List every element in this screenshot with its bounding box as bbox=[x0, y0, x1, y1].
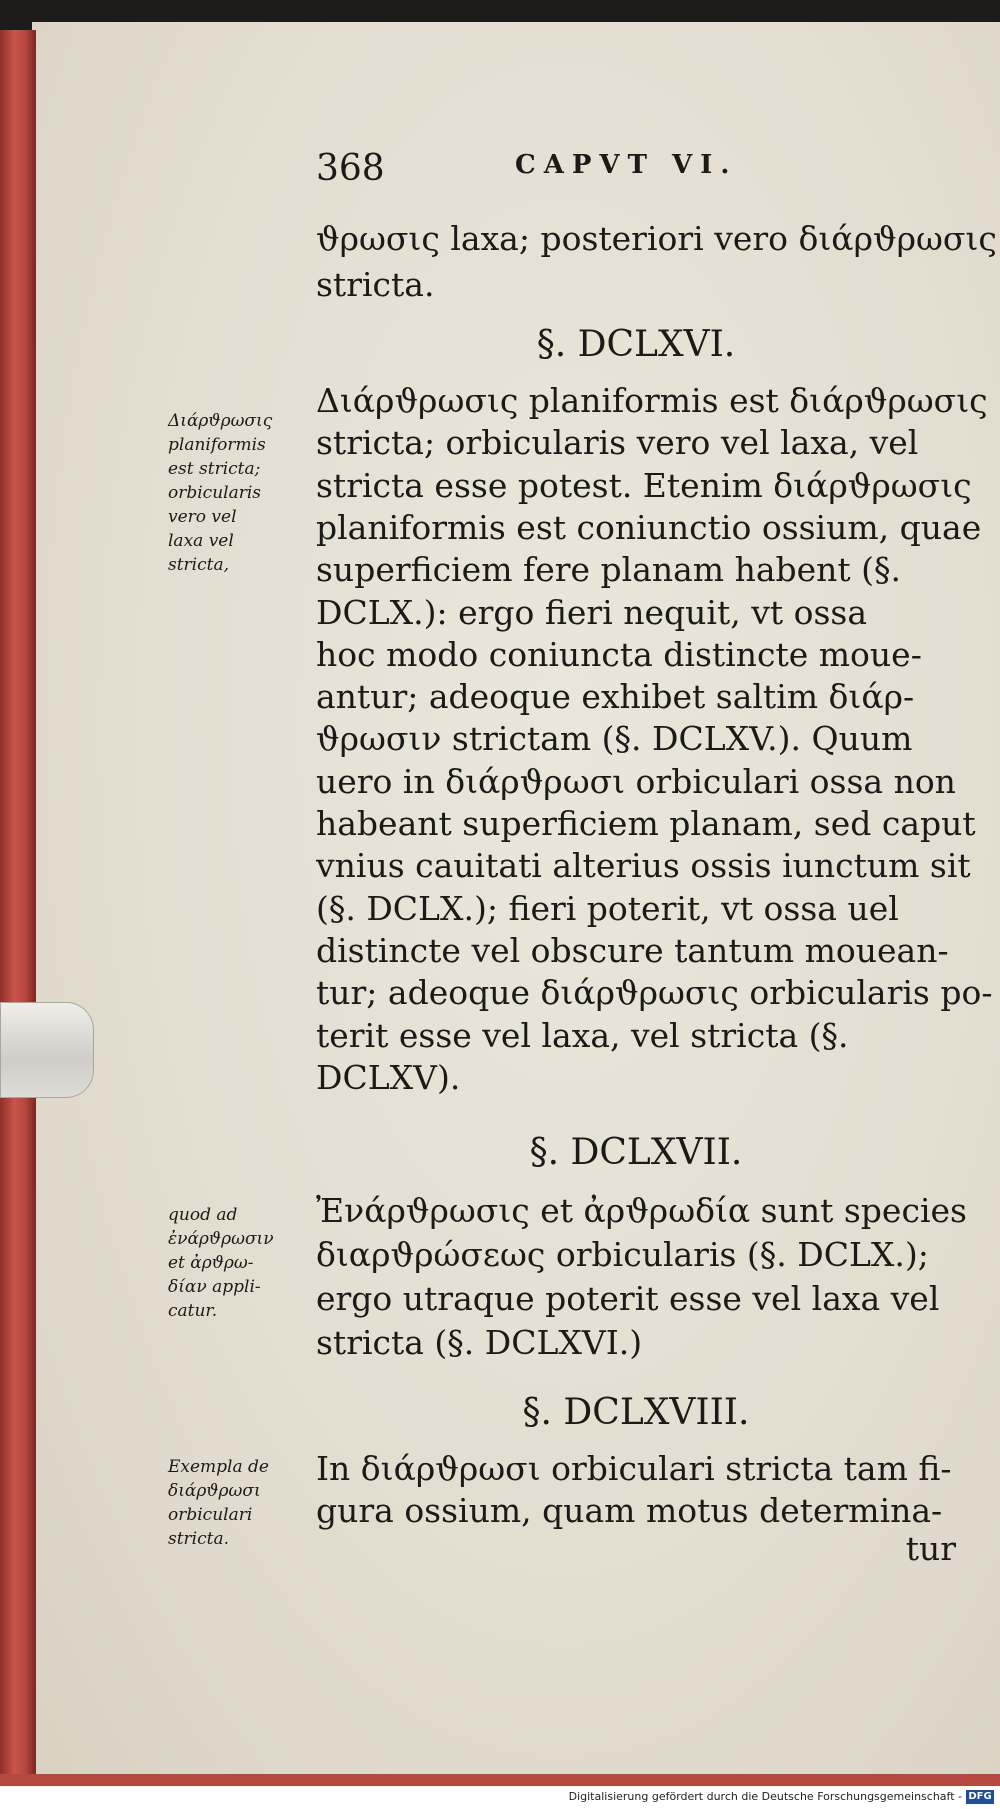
text-line: Ἐνάρϑρωσις et ἀρϑρωδία sunt species bbox=[316, 1191, 967, 1230]
footer-credit: Digitalisierung gefördert durch die Deutsche Forschungsgemeinschaft - bbox=[568, 1790, 962, 1803]
margin-note-line: vero vel bbox=[168, 507, 237, 527]
margin-note-line: Exempla de bbox=[168, 1457, 269, 1477]
text-line: vnius cauitati alterius ossis iunctum sit bbox=[316, 846, 971, 886]
section-heading: §. DCLXVI. bbox=[536, 324, 736, 365]
page-clip bbox=[0, 1002, 94, 1098]
text-line: stricta esse potest. Etenim διάρϑρωσις bbox=[316, 465, 972, 505]
section-heading: §. DCLXVII. bbox=[529, 1132, 743, 1173]
text-line: DCLXV). bbox=[316, 1057, 461, 1097]
text-line: ergo utraque poterit esse vel laxa vel bbox=[316, 1279, 940, 1318]
text-line: ϑρωσιν strictam (§. DCLXV.). Quum bbox=[316, 719, 913, 759]
text-line: gura ossium, quam motus determina- bbox=[316, 1491, 943, 1530]
margin-note-line: διάρϑρωσι bbox=[168, 1481, 261, 1501]
text-line: hoc modo coniuncta distincte moue- bbox=[316, 634, 922, 674]
margin-note-line: stricta, bbox=[168, 555, 230, 575]
book-bottom-edge bbox=[0, 1774, 1000, 1786]
text-line: terit esse vel laxa, vel stricta (§. bbox=[316, 1015, 849, 1055]
text-line: stricta; orbicularis vero vel laxa, vel bbox=[316, 423, 919, 463]
margin-note-line: Διάρϑρωσις bbox=[168, 411, 273, 431]
margin-note-line: est stricta; bbox=[168, 459, 261, 479]
text-line: antur; adeoque exhibet saltim διάρ- bbox=[316, 677, 915, 717]
text-line: uero in διάρϑρωσι orbiculari ossa non bbox=[316, 761, 956, 801]
text-line: tur; adeoque διάρϑρωσις orbicularis po- bbox=[316, 973, 993, 1013]
catchword: tur bbox=[905, 1529, 956, 1568]
margin-note-line: orbiculari bbox=[168, 1505, 253, 1525]
section-heading: §. DCLXVIII. bbox=[522, 1392, 750, 1433]
margin-note-line: planiformis bbox=[168, 435, 266, 455]
text-line: In διάρϑρωσι orbiculari stricta tam fi- bbox=[316, 1449, 952, 1488]
running-head: CAPVT VI. bbox=[515, 150, 738, 180]
margin-note-line: et ἀρϑρω- bbox=[168, 1253, 254, 1273]
text-line: distincte vel obscure tantum mouean- bbox=[316, 930, 949, 970]
text-line: (§. DCLX.); fieri poterit, vt ossa uel bbox=[316, 888, 899, 928]
margin-note-line: catur. bbox=[168, 1301, 218, 1321]
margin-note-line: stricta. bbox=[168, 1529, 230, 1549]
text-line: Διάρϑρωσις planiformis est διάρϑρωσις bbox=[316, 381, 988, 420]
text-line: διαρϑρώσεως orbicularis (§. DCLX.); bbox=[316, 1235, 929, 1274]
dfg-logo: DFG bbox=[966, 1790, 994, 1804]
book-edge-red bbox=[0, 30, 36, 1785]
text-line: stricta. bbox=[316, 265, 435, 304]
text-line: habeant superficiem planam, sed caput bbox=[316, 804, 976, 843]
text-line: DCLX.): ergo fieri nequit, vt ossa bbox=[316, 592, 867, 632]
margin-note-line: δίαν appli- bbox=[168, 1277, 261, 1297]
margin-note-line: ἐνάρϑρωσιν bbox=[168, 1229, 274, 1249]
page-number: 368 bbox=[316, 148, 385, 189]
text-line: planiformis est coniunctio ossium, quae bbox=[316, 507, 982, 547]
margin-note-line: orbicularis bbox=[168, 483, 262, 503]
text-line: stricta (§. DCLXVI.) bbox=[316, 1323, 643, 1362]
text-line: superficiem fere planam habent (§. bbox=[316, 550, 902, 590]
text-line: ϑρωσις laxa; posteriori vero διάρϑρωσις bbox=[316, 219, 997, 258]
margin-note-line: quod ad bbox=[168, 1205, 238, 1225]
footer-bar bbox=[0, 1786, 1000, 1809]
margin-note-line: laxa vel bbox=[168, 531, 234, 551]
